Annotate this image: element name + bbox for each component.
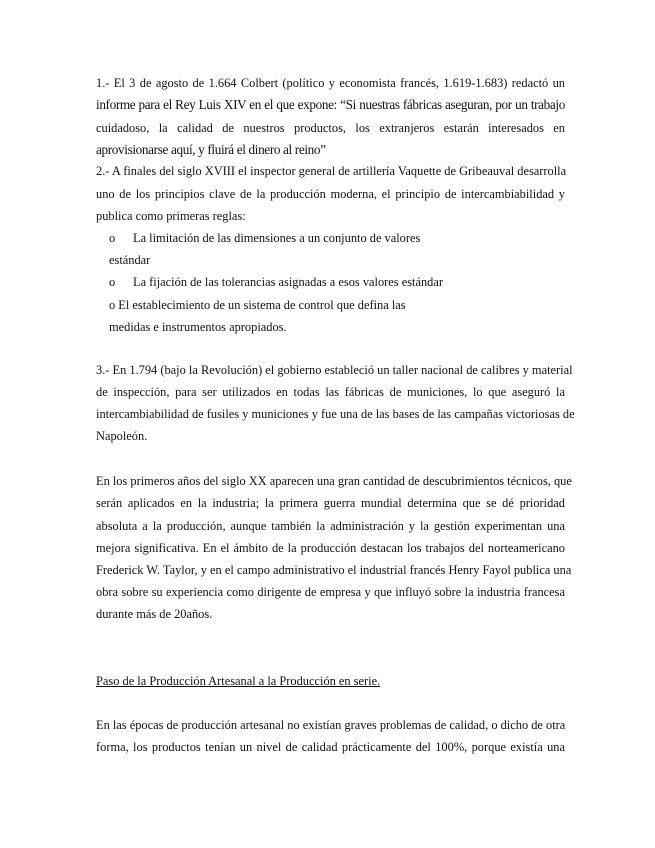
paragraph-1-line-3: cuidadoso, la calidad de nuestros productos, los extranjeros estarán interesados en (96, 121, 565, 135)
bullet-marker: o (109, 231, 116, 245)
paragraph-1-line-1: 1.- El 3 de agosto de 1.664 Colbert (político y economista francés, 1.619-1.683) redactó un (96, 76, 565, 90)
paragraph-1-line-2: informe para el Rey Luis XIV en el que expone: “Si nuestras fábricas aseguran, por un trabajo (96, 97, 565, 112)
paragraph-3-line-4: Napoleón. (96, 429, 148, 443)
bullet-marker: o (109, 275, 116, 289)
paragraph-4-line-6: obra sobre su experiencia como dirigente de empresa y que influyó sobre la industria francesa (96, 585, 565, 599)
paragraph-3-line-2: de inspección, para ser utilizados en todas las fábricas de municiones, lo que aseguró la (96, 385, 565, 399)
section-heading: Paso de la Producción Artesanal a la Producción en serie. (96, 674, 381, 688)
paragraph-5-line-2: forma, los productos tenían un nivel de calidad prácticamente del 100%, porque existía una (96, 740, 565, 754)
paragraph-5-line-1: En las épocas de producción artesanal no existían graves problemas de calidad, o dicho de otra (96, 718, 566, 732)
paragraph-4-line-7: durante más de 20años. (96, 607, 213, 621)
paragraph-2-line-2: uno de los principios clave de la producción moderna, el principio de intercambiabilidad y (96, 187, 565, 201)
paragraph-4-line-2: serán aplicados en la industria; la primera guerra mundial determina que se dé prioridad (96, 496, 565, 510)
paragraph-4-line-1: En los primeros años del siglo XX aparecen una gran cantidad de descubrimientos técnicos, que (96, 474, 572, 488)
list-item-continuation: estándar (109, 253, 151, 267)
paragraph-1-line-4: aprovisionarse aquí, y fluirá el dinero al reino” (96, 142, 326, 157)
list-item-continuation: medidas e instrumentos apropiados. (109, 320, 287, 334)
paragraph-3-line-3: intercambiabilidad de fusiles y municiones y fue una de las bases de las campañas victoriosas de (96, 407, 575, 421)
list-item: La limitación de las dimensiones a un conjunto de valores (133, 231, 421, 245)
paragraph-3-line-1: 3.- En 1.794 (bajo la Revolución) el gobierno estableció un taller nacional de calibres y material (96, 363, 573, 377)
paragraph-4-line-3: absoluta a la producción, aunque también la administración y la gestión experimentan una (96, 519, 565, 533)
list-item: La fijación de las tolerancias asignadas a esos valores estándar (133, 275, 443, 289)
paragraph-4-line-4: mejora significativa. En el ámbito de la producción destacan los trabajos del norteamericano (96, 541, 565, 555)
paragraph-2-line-1: 2.- A finales del siglo XVIII el inspector general de artillería Vaquette de Gribeauval desarrolla (96, 164, 567, 178)
paragraph-4-line-5: Frederick W. Taylor, y en el campo administrativo el industrial francés Henry Fayol publica una (96, 563, 572, 577)
paragraph-2-line-3: publica como primeras reglas: (96, 209, 246, 223)
list-item: o El establecimiento de un sistema de control que defina las (109, 298, 406, 312)
